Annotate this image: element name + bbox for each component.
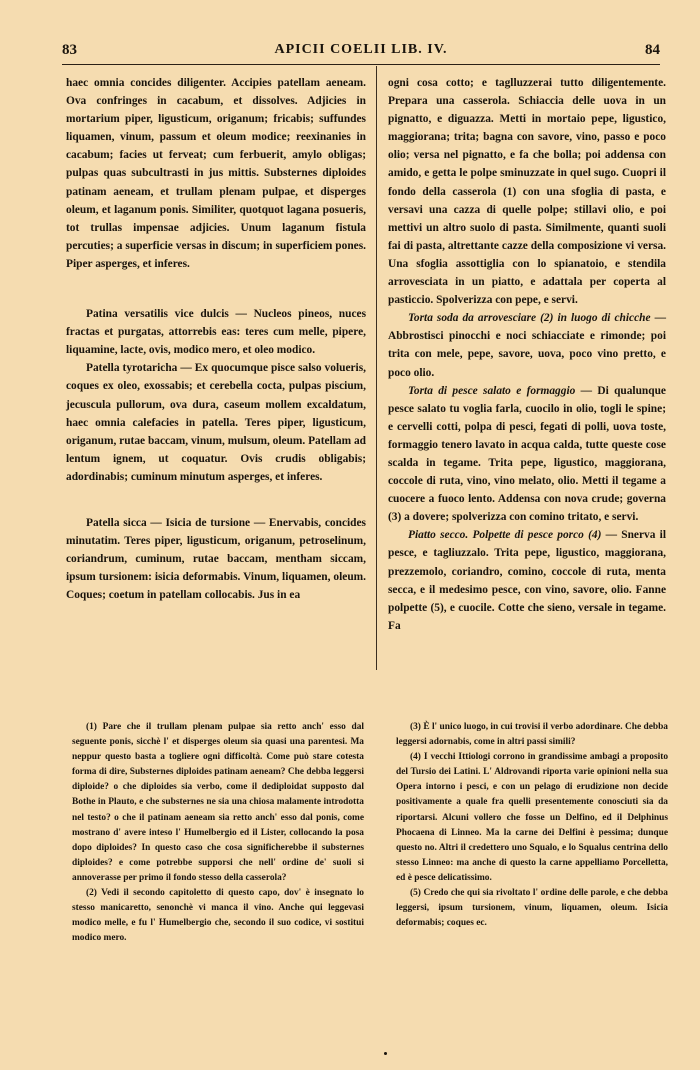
recipe-title: Piatto secco. Polpette di pesce porco (4) bbox=[408, 529, 602, 542]
italian-recipe-torta-soda bbox=[388, 309, 666, 381]
italian-recipe-piatto-secco bbox=[388, 526, 666, 635]
running-title: APICII COELII LIB. IV. bbox=[274, 42, 448, 57]
italian-recipe-torta-di-pesce bbox=[388, 382, 666, 527]
footnotes-right bbox=[396, 720, 668, 931]
recipe-text: — Abbrostisci pinocchi e noci schiacciate e rimonde; poi trita con mele, pepe, savore, uova, poco vino pretto, e poco olio. bbox=[388, 312, 666, 379]
page-number-right: 84 bbox=[645, 42, 660, 58]
header-rule bbox=[62, 64, 660, 65]
footnotes-left bbox=[72, 720, 364, 946]
column-divider bbox=[376, 66, 377, 670]
recipe-text: — Snerva il pesce, e tagliuzzalo. Trita pepe, ligustico, maggiorana, prezzemolo, coriandro, comino, coccole di ruta, menta secca, e il medesimo pesce, con vino, savore, olio. Fanne polpette (5), e cuocile. Cotte che sieno, versale in tegame. Fa bbox=[388, 529, 666, 632]
page-number-left: 83 bbox=[62, 42, 77, 58]
latin-recipe-patina-versatilis: Patina versatilis vice dulcis — Nucleos pineos, nuces fractas et purgatas, attorrebis eas: teres cum melle, pipere, liquamine, lacte, ovis, modico mero, et oleo modico. bbox=[66, 308, 366, 357]
page-dot-mark bbox=[384, 1052, 387, 1055]
footnote-4: (4) I vecchi Ittiologi corrono in grandissime ambagi a proposito del Tursio dei Latini. L' Aldrovandi riporta varie opinioni nella sua Opera intorno i pesci, e con un pelago di erudizione non decide positivamente a quale fra quelli presentemente conosciuti sia da riportarsi. Alcuni vollero che fosse un Delfino, ed il Delphinus Phocaena di Linneo. Ma la carne dei Delfini è pessima; dunque questo no. Altri il credettero uno Squalo, e lo Squalus centrina dello stesso Linneo: ma anche di questo la carne appelliamo Porcelletta, ed è pesce delicatissimo. bbox=[396, 752, 668, 883]
footnote-5: (5) Credo che qui sia rivoltato l' ordine delle parole, e che debba leggersi, ipsum tursionem, vinum, liquamen, oleum. Isicia deformabis; coques ec. bbox=[396, 888, 668, 929]
italian-paragraph-1: ogni cosa cotto; e taglluzzerai tutto diligentemente. Prepara una casserola. Schiaccia delle uova in un pignatto, e diguazza. Metti in mortaio pepe, ligustico, maggiorana; trita; bagna con savore, vino, passo e poco olio; versa nel pignatto, e fa che bolla; poi addensa con amido, e getta le polpe sminuzzate in quel sugo. Cuopri il fondo della casserola (1) con una sfoglia di pasta, e versavi una cazza di quelle polpe; stillavi olio, e poi mettivi un altro suolo di pasta. Similmente, quanti suoli fai di pasta, altrettante cazze della composizione vi versa. Una sfoglia assottiglia con lo spianatoio, e stendila arrovesciata in un piatto, e adattala per coperta al pasticcio. Spolverizza con pepe, e servi. bbox=[388, 77, 666, 307]
recipe-text: — Di qualunque pesce salato tu voglia farla, cuocilo in olio, togli le spine; e cervelli cotti, polpa di pesci, fegati di polli, uova toste, formaggio tenero lavato in acqua calda, tutte queste cose scalda in tegame. Trita pepe, ligustico, maggiorana, coccole di ruta, vino, vino melato, olio. Metti il tegame a cuocere a fuoco lento. Addensa con nova crude; governa (3) a dovere; spolverizza con comino tritato, e servi. bbox=[388, 384, 666, 524]
footnote-1: (1) Pare che il trullam plenam pulpae sia retto anch' esso dal seguente ponis, sicchè l' et disperges oleum sia quasi una parentesi. Ma neppur questo basta a togliere ogni difficoltà. Come può stare cotesta forma di dire, Substernes diploides patinam aeneam? Che debba leggersi diploide? o che diploides sia verbo, come il dediploidat supposto dal Bothe in Plauto, e che substernes ne sia una chiosa malamente introdotta nel testo? o che il patinam aeneam sia retto anch' esso dal ponis, come mostrano d' avere inteso l' Humelbergio ed il Lister, collocando la posa dopo diploides? In questo caso che cosa significherebbe il substernes diploides? e come potrebbe supporsi che nell' ordine de' suoli si annoverasse per primo il fondo stesso della casserola? bbox=[72, 722, 364, 883]
latin-text-column bbox=[66, 74, 366, 604]
footnote-3: (3) È l' unico luogo, in cui trovisi il verbo adordinare. Che debba leggersi adornabis, come in altri passi simili? bbox=[396, 722, 668, 748]
page-header bbox=[62, 42, 660, 66]
italian-text-column bbox=[388, 74, 666, 635]
recipe-title: Torta di pesce salato e formaggio bbox=[408, 384, 576, 397]
recipe-title: Torta soda da arrovesciare (2) in luogo di chicche bbox=[408, 312, 651, 325]
latin-paragraph-1: haec omnia concides diligenter. Accipies patellam aeneam. Ova confringes in cacabum, et dissolves. Adjicies in mortarium piper, ligusticum, origanum; fricabis; suffundes liquamen, vinum, passum et oleum modice; reexinanies in cacabum; facies ut ferveat; cum ferbuerit, amylo obligas; pulpas quas subcultrasti in jus mittis. Substernes diploides patinam aeneam, et trullam plenam pulpae, et disperges oleum, et laganum ponis. Similiter, quotquot lagana posueris, tot trullas impensae adjicies. Unum laganum fistula percuties; a superficie versas in discum; in superficiem pones. Piper asperges, et inferes. bbox=[66, 77, 366, 270]
latin-recipe-patella-tyrotaricha: Patella tyrotaricha — Ex quocumque pisce salso volueris, coques ex oleo, exossabis; et cerebella cocta, pulpas piscium, jecuscula pullorum, ova dura, caseum mollem excaldatum, haec omnia calefacies in patella. Teres piper, ligusticum, origanum, rutae baccam, vinum, mulsum, oleum. Patellam ad lentum ignem, ut coquatur. Ovis crudis obligabis; adordinabis; cuminum minutum asperges, et inferes. bbox=[66, 362, 366, 483]
latin-recipe-patella-sicca: Patella sicca — Isicia de tursione — Enervabis, concides minutatim. Teres piper, ligusticum, origanum, petroselinum, coriandrum, cuminum, rutae baccam, mentham siccam, ipsum tursionem: isicia deformabis. Vinum, liquamen, oleum. Coques; coetum in patellam collocabis. Jus in ea bbox=[66, 516, 366, 602]
footnote-2: (2) Vedi il secondo capitoletto di questo capo, dov' è insegnato lo stesso manicaretto, senonchè vi manca il vino. Anche qui leggevasi modico melle, e fu l' Humelbergio che, secondo il suo codice, vi sostitui modico mero. bbox=[72, 888, 364, 944]
